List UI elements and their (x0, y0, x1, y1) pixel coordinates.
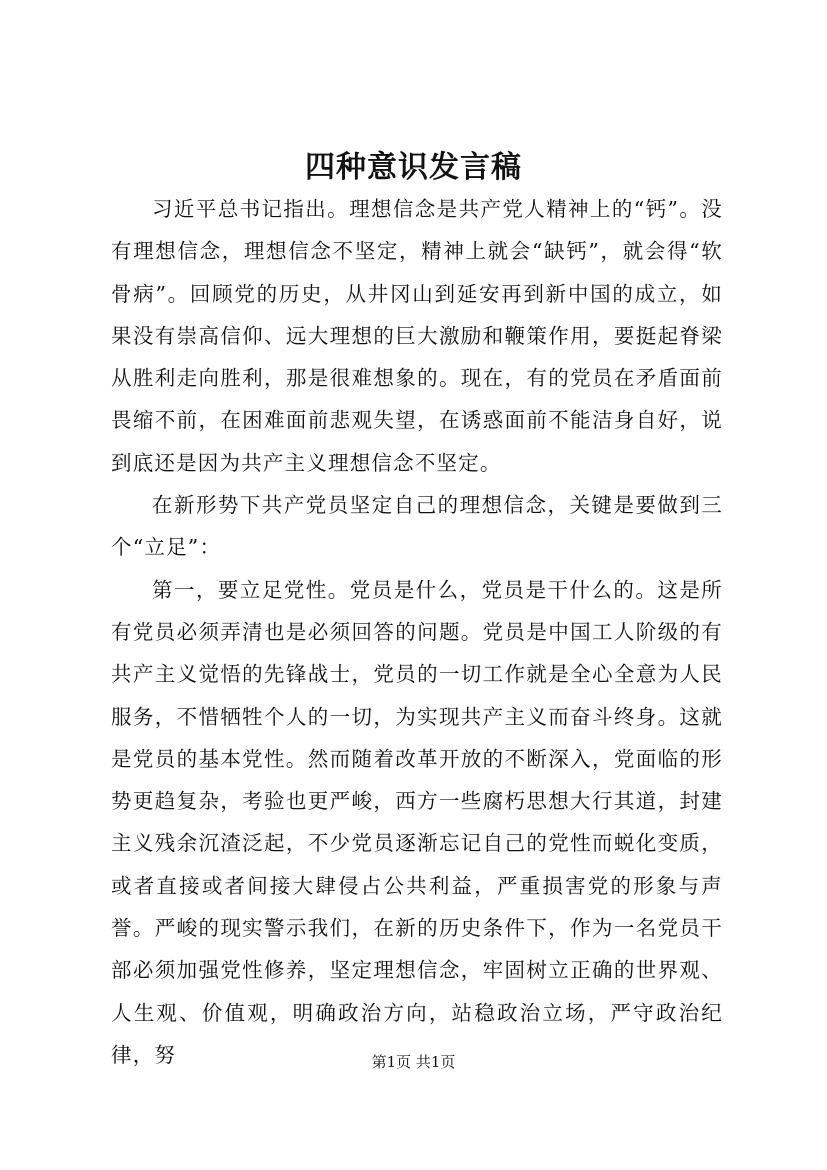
paragraph-3: 第一，要立足党性。党员是什么，党员是干什么的。这是所有党员必须弄清也是必须回答的问题。党员是中国工人阶级的有共产主义觉悟的先锋战士，党员的一切工作就是全心全意为人民服务，不惜牺牲个人的一切，为实现共产主义而奋斗终身。这就是党员的基本党性。然而随着改革开放的不断深入，党面临的形势更趋复杂，考验也更严峻，西方一些腐朽思想大行其道，封建主义残余沉渣泛起，不少党员逐渐忘记自己的党性而蜕化变质，或者直接或者间接大肆侵占公共利益，严重损害党的形象与声誉。严峻的现实警示我们，在新的历史条件下，作为一名党员干部必须加强党性修养，坚定理想信念，牢固树立正确的世界观、人生观、价值观，明确政治方向，站稳政治立场，严守政治纪律，努 (111, 577, 723, 1067)
document-title: 四种意识发言稿 (305, 150, 522, 185)
document-body (111, 188, 723, 1076)
paragraph-1: 习近平总书记指出。理想信念是共产党人精神上的“钙”。没有理想信念，理想信念不坚定，精神上就会“缺钙”，就会得“软骨病”。回顾党的历史，从井冈山到延安再到新中国的成立，如果没有崇高信仰、远大理想的巨大激励和鞭策作用，要挺起脊梁从胜利走向胜利，那是很难想象的。现在，有的党员在矛盾面前畏缩不前，在困难面前悲观失望，在诱惑面前不能洁身自好，说到底还是因为共产主义理想信念不坚定。 (111, 197, 723, 475)
paragraph-2: 在新形势下共产党员坚定自己的理想信念，关键是要做到三个“立足”： (111, 493, 723, 560)
page-number-footer: 第1页 共1页 (371, 1053, 456, 1071)
